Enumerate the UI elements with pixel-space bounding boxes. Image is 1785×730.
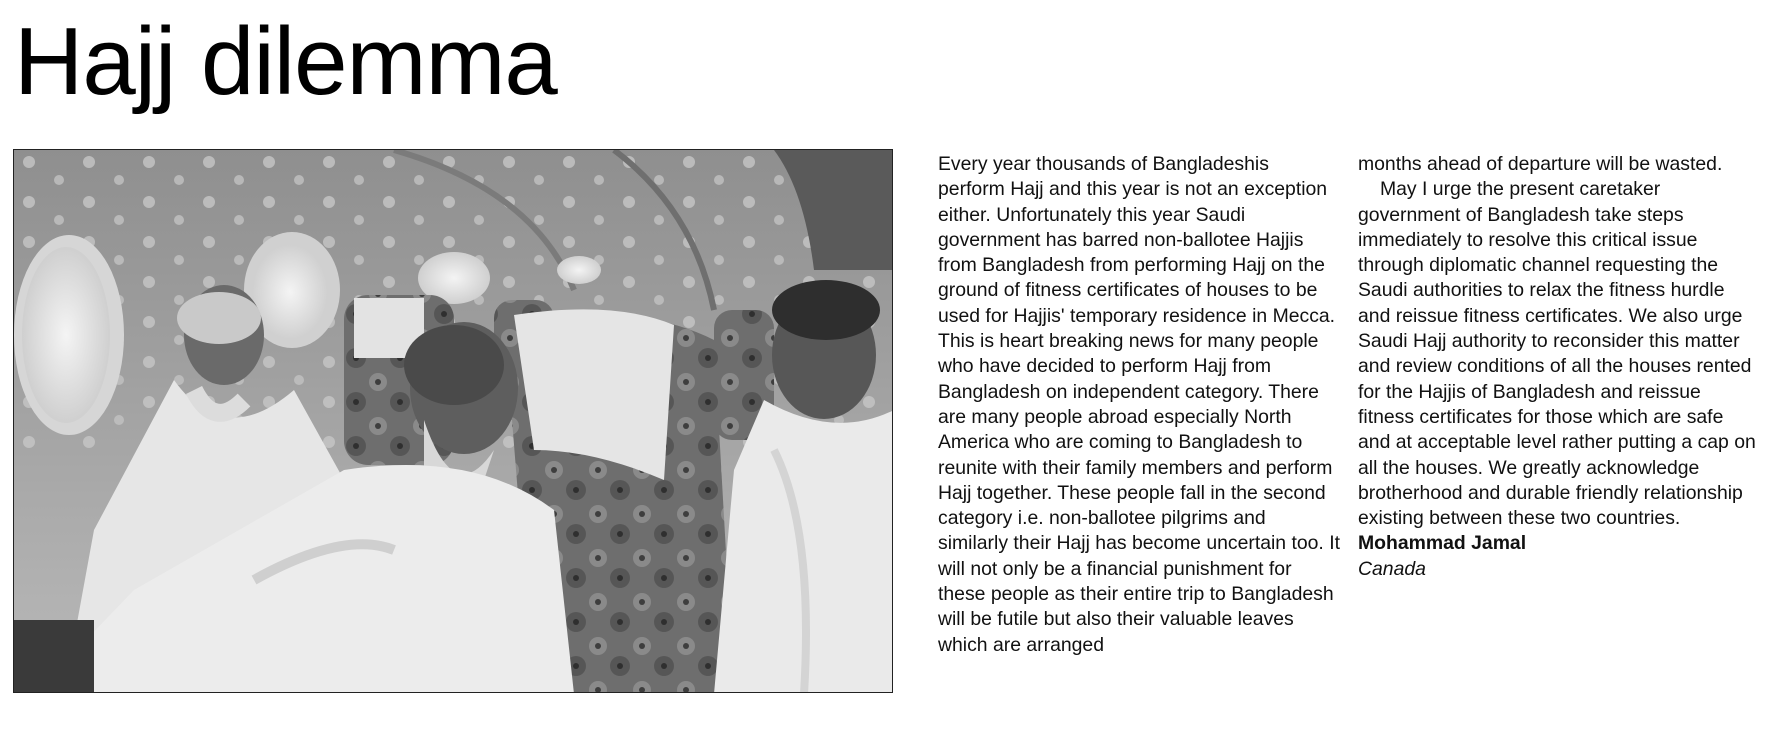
article-body-continuation: months ahead of departure will be wasted.: [1358, 153, 1723, 175]
pilgrims-on-plane-image: [14, 150, 893, 693]
headline: Hajj dilemma: [14, 8, 557, 115]
article-column-1: [938, 152, 1340, 658]
article-body-paragraph-2: May I urge the present caretaker government of Bangladesh take steps immediately to resolve this critical issue through diplomatic channel requesting the Saudi authorities to relax the fitness hurdle and reissue fitness certificates. We also urge Saudi Hajj authority to reconsider this matter and review conditions of all the houses rented for the Hajjis of Bangladesh and reissue fitness certificates for those which are safe and at acceptable level rather putting a cap on all the houses. We greatly acknowledge brotherhood and durable friendly relationship existing between these two countries.: [1358, 178, 1756, 530]
article-column-2: [1358, 152, 1760, 582]
article-body-paragraph-1: Every year thousands of Bangladeshis perform Hajj and this year is not an exception either. Unfortunately this year Saudi government has barred non-ballotee Hajjis from Bangladesh from performing Hajj on the ground of fitness certificates of houses to be used for Hajjis' temporary residence in Mecca. This is heart breaking news for many people who have decided to perform Hajj from Bangladesh on independent category. There are many people abroad especially North America who are coming to Bangladesh to reunite with their family members and perform Hajj together. These people fall in the second category i.e. non-ballotee pilgrims and similarly their Hajj has become uncertain too. It will not only be a financial punishment for these people as their entire trip to Bangladesh will be futile but also their valuable leaves which are arranged: [938, 153, 1340, 656]
author-name: Mohammad Jamal: [1358, 532, 1527, 555]
author-location: Canada: [1358, 557, 1426, 580]
article-photo: [13, 149, 893, 693]
